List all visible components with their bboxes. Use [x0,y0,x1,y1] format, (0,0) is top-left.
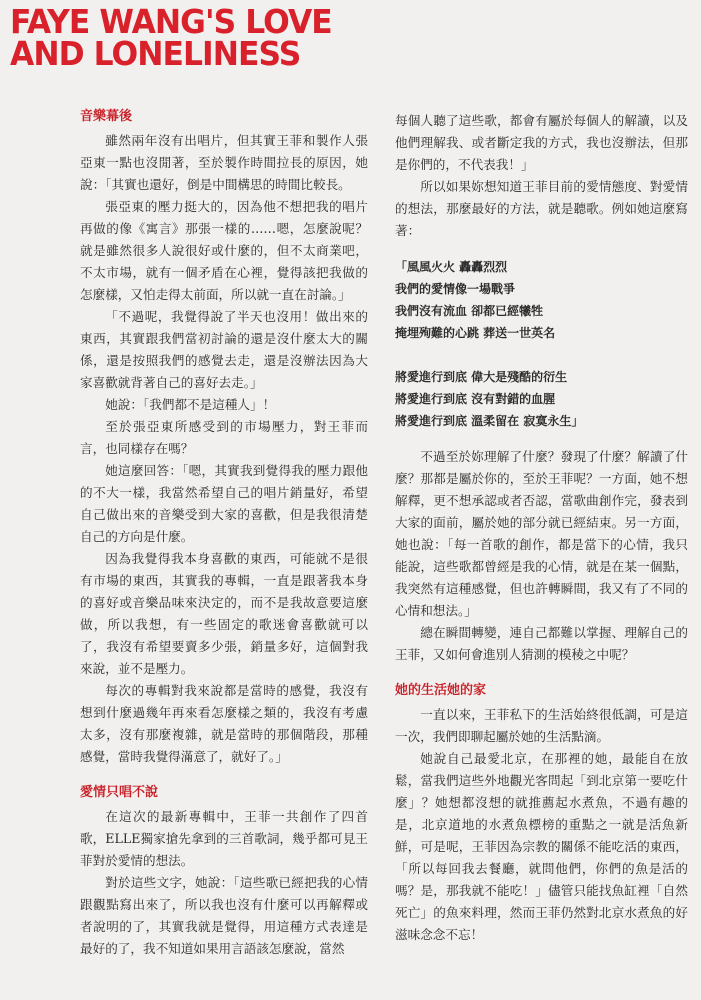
article-headline [10,2,390,73]
lyrics-line: 將愛進行到底 偉大是殘酷的衍生 [395,370,568,384]
paragraph: 每次的專輯對我來說都是當時的感覺，我沒有想到什麼過幾年再來看怎麼樣之類的，我沒有考慮太多，沒有那麼複雜，就是當時的那個階段，那種感覺，當時我覺得滿意了，就好了。」 [80,683,368,764]
paragraph: 雖然兩年沒有出唱片，但其實王菲和製作人張亞東一點也沒閒著，至於製作時間拉長的原因，她說：「其實也還好，倒是中間構思的時間比較長。 [80,133,368,192]
lyrics-line: 我們的愛情像一場戰爭 [395,282,516,296]
paragraph: 不過至於妳理解了什麼？發現了什麼？解讀了什麼？那都是屬於你的，至於王菲呢？一方面，她不想解釋，更不想承認或者否認，當歌曲創作完，發表到大家的面前，屬於她的部分就已經結束。另一方面，她也說：「每一首歌的創作，都是當下的心情，我只能說，這些歌都曾經是我的心情，就是在某一個點，我突然有這種感覺，但也許轉瞬間，我又有了不同的心情和想法。」 [395,449,688,618]
paragraph: 所以如果妳想知道王菲目前的愛情態度、對愛情的想法，那麼最好的方法，就是聽歌。例如她這麼寫著： [395,179,688,238]
paragraph: 她說：「我們都不是這種人」！ [105,397,276,412]
paragraph: 每個人聽了這些歌，都會有屬於每個人的解讀，以及他們理解我、或者斷定我的方式，我也沒辦法，但那是你們的，不代表我！」 [395,113,688,172]
paragraph: 她說自己最愛北京，在那裡的她，最能自在放鬆，當我們這些外地觀光客問起「到北京第一要吃什麼」？她想都沒想的就推薦起水煮魚，不過有趣的是，北京道地的水煮魚標榜的重點之一就是活魚新鮮，可是呢，王菲因為宗教的關係不能吃活的東西，「所以每回我去餐廳，就問他們，你們的魚是活的嗎？是，那我就不能吃！」儘管只能找魚缸裡「自然死亡」的魚來料理，然而王菲仍然對北京水煮魚的好滋味念念不忘！ [395,751,688,942]
paragraph: 張亞東的壓力挺大的，因為他不想把我的唱片再做的像《寓言》那張一樣的……嗯，怎麼說呢？就是雖然很多人說很好或什麼的，但不太商業吧，不太市場，就有一個矛盾在心裡，覺得該把我做的怎麼樣，又怕走得太前面，所以就一直在討論。」 [80,199,368,302]
paragraph: 一直以來，王菲私下的生活始終很低調，可是這一次，我們即聊起屬於她的生活點滴。 [395,707,688,744]
paragraph: 總在瞬間轉變，連自己都難以掌握、理解自己的王菲，又如何會進別人猜測的模稜之中呢？ [395,625,688,662]
lyrics-block [395,256,688,432]
lyrics-line: 「風風火火 轟轟烈烈 [395,260,508,274]
right-column [395,110,688,946]
section-heading-music: 音樂幕後 [80,109,133,124]
lyrics-line: 將愛進行到底 沒有對錯的血腥 [395,392,556,406]
section-heading-love: 愛情只唱不說 [80,785,159,800]
headline-line-2: AND LONELINESS [10,34,301,73]
section-heading-life: 她的生活她的家 [395,683,487,698]
paragraph: 「不過呢，我覺得說了半天也沒用！做出來的東西，其實跟我們當初討論的還是沒什麼太大的關係，還是按照我們的感覺去走，還是沒辦法因為大家喜歡就背著自己的喜好去走。」 [80,309,368,390]
paragraph: 她這麼回答：「嗯，其實我到覺得我的壓力跟他的不大一樣，我當然希望自己的唱片銷量好，希望自己做出來的音樂受到大家的喜歡，但是我很清楚自己的方向是什麼。 [80,463,368,544]
lyrics-line: 我們沒有流血 卻都已經犧牲 [395,304,544,318]
left-column [80,106,368,960]
paragraph: 因為我覺得我本身喜歡的東西，可能就不是很有市場的東西，其實我的專輯，一直是跟著我本身的喜好或音樂品味來決定的，而不是我故意要這麼做，所以我想，有一些固定的歌迷會喜歡就可以了，我沒有希望要賣多少張，銷量多好，這個對我來說，並不是壓力。 [80,551,368,676]
headline-line-1: FAYE WANG'S LOVE [10,2,332,41]
paragraph: 對於這些文字，她說：「這些歌已經把我的心情跟觀點寫出來了，所以我也沒有什麼可以再解釋或者說明的了，其實我就是覺得，用這種方式表達是最好的了，我不知道如果用言語該怎麼說，當然 [80,875,368,956]
paragraph: 在這次的最新專輯中，王菲一共創作了四首歌，ELLE獨家搶先拿到的三首歌詞，幾乎都可見王菲對於愛情的想法。 [80,809,368,868]
paragraph: 至於張亞東所感受到的市場壓力，對王菲而言，也同樣存在嗎？ [80,419,368,456]
lyrics-line: 掩埋殉難的心跳 葬送一世英名 [395,326,556,340]
lyrics-line: 將愛進行到底 溫柔留在 寂寞永生」 [395,414,584,428]
